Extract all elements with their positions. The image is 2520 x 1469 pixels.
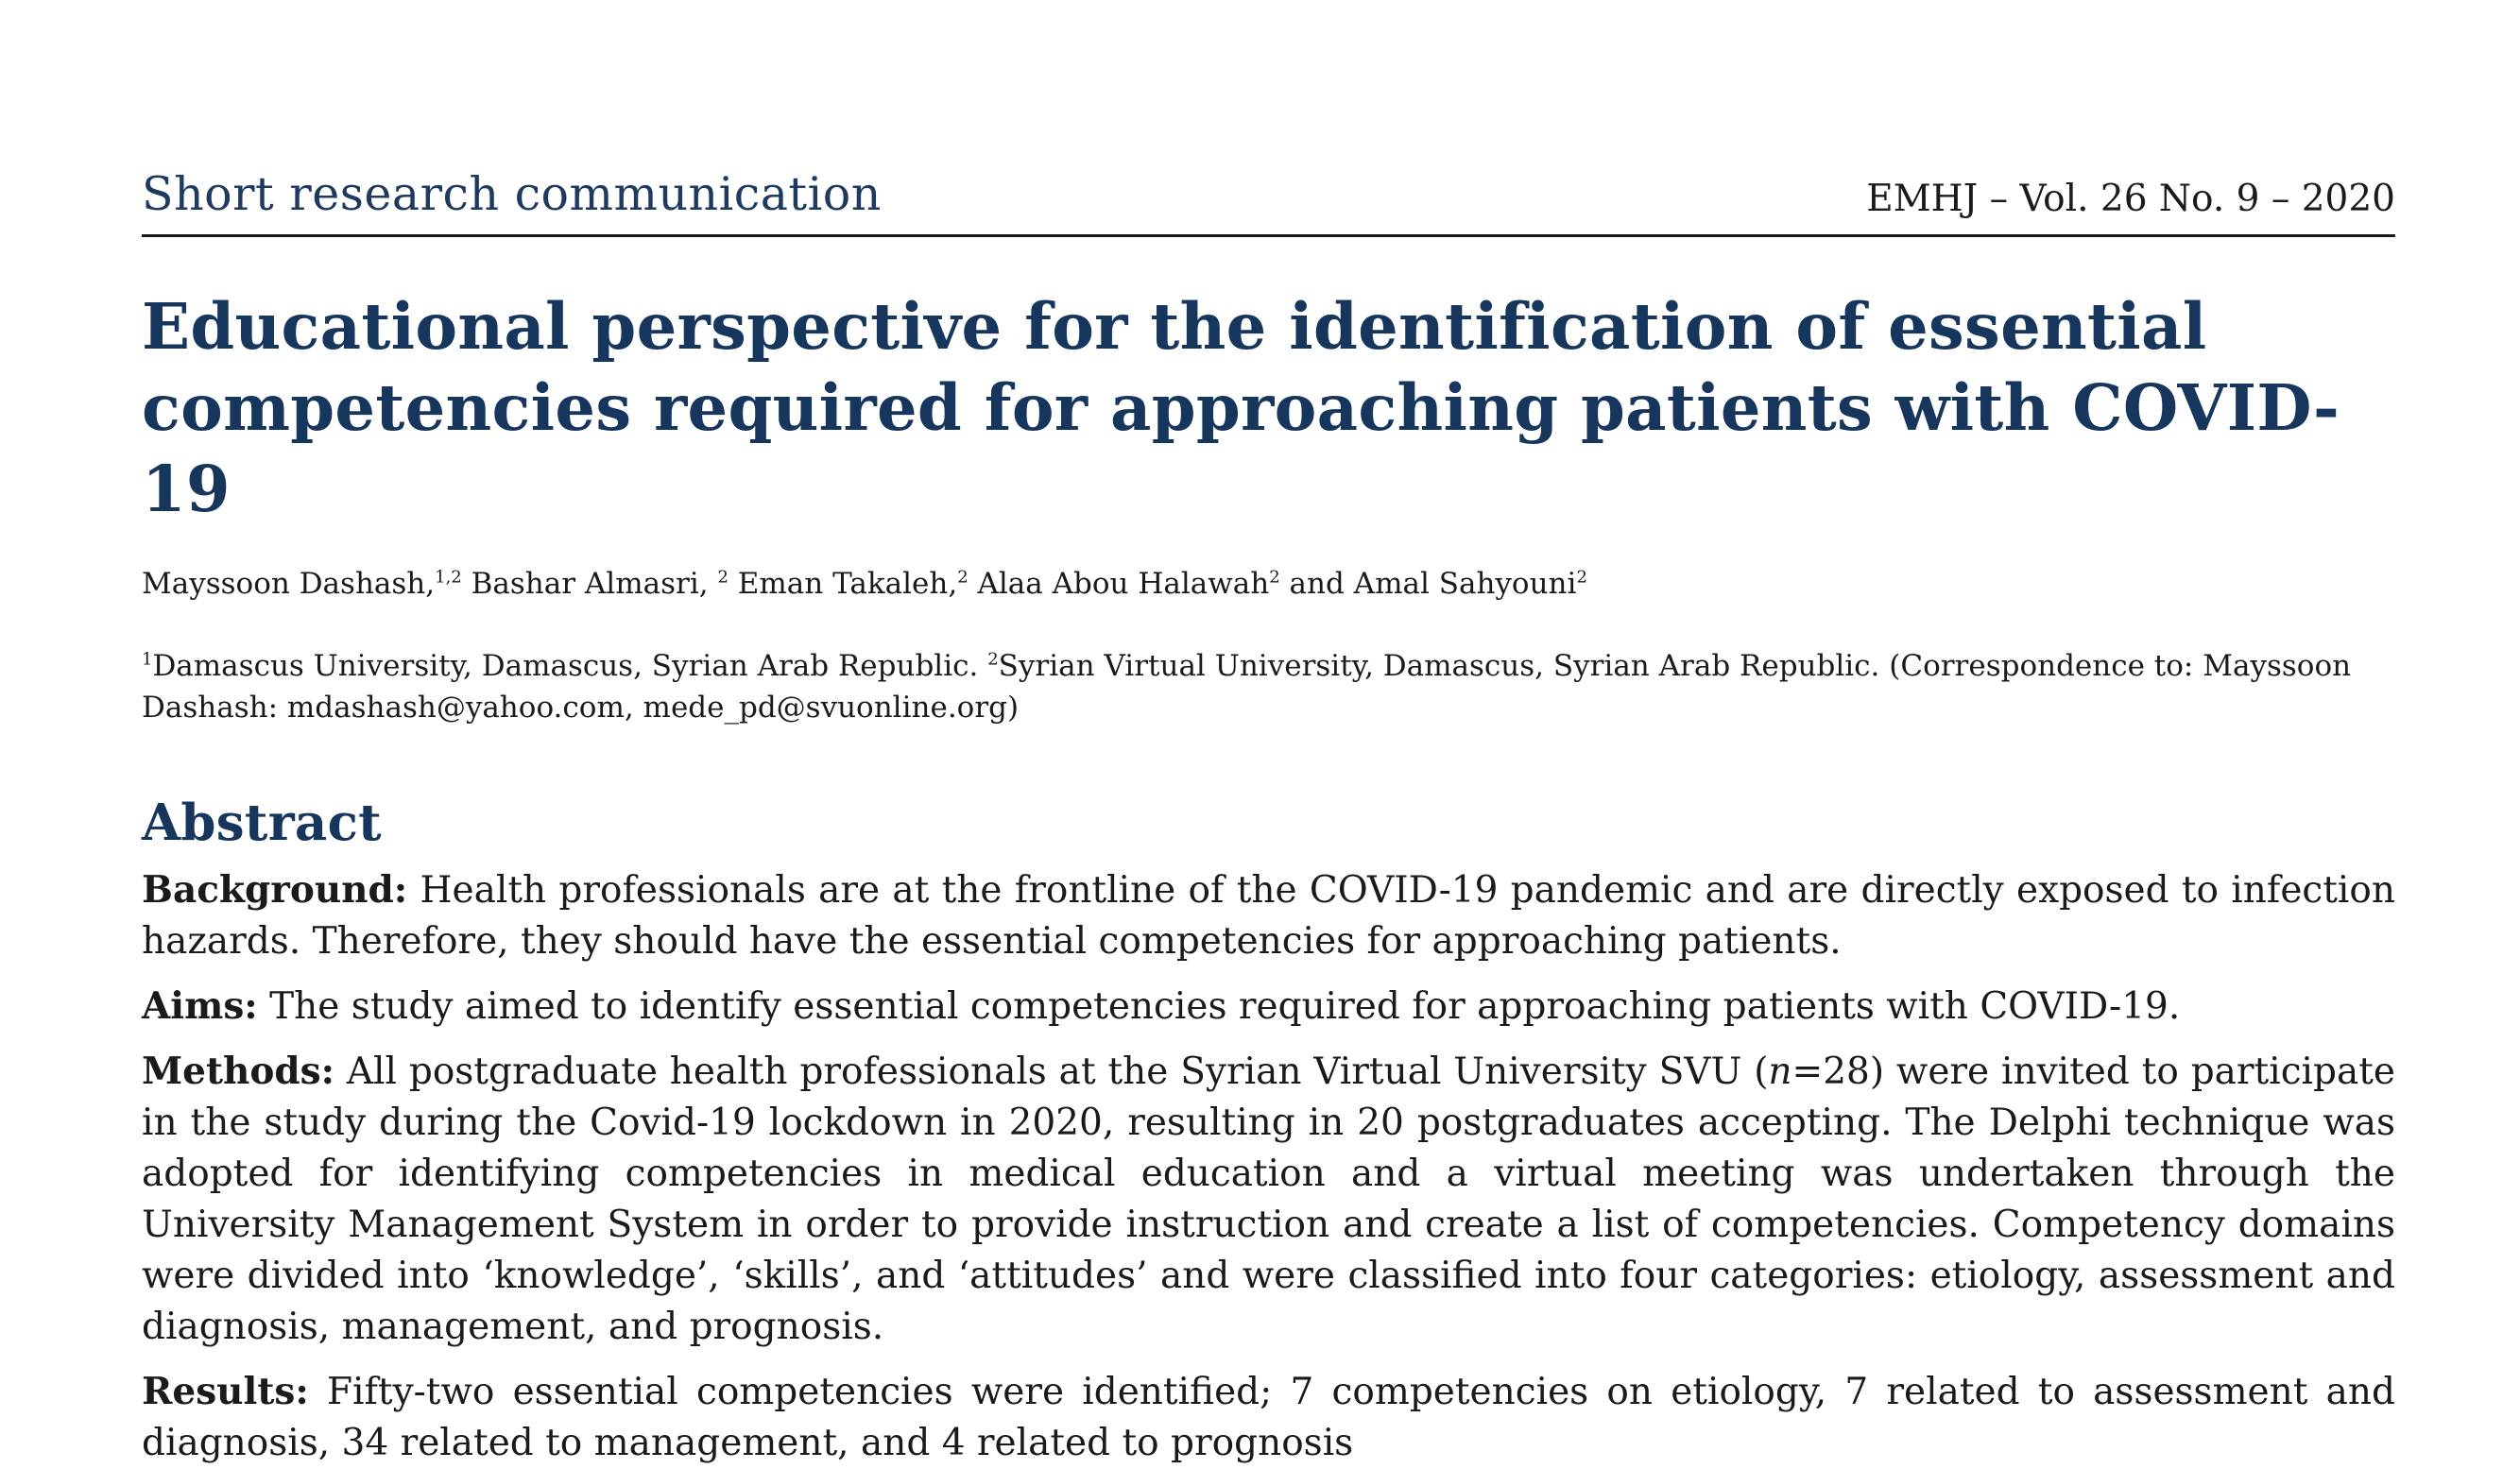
affiliation-marker: 2 (987, 649, 999, 670)
section-type-label: Short research communication (142, 167, 882, 221)
author-affiliation-marker: 1,2 (435, 567, 462, 588)
results-text: Fifty-two essential competencies were identified; 7 competencies on etiology, 7 related to assessment and diagnosis, 34 related to management, and 4 related to prognosis (142, 1371, 2395, 1464)
author-name: Eman Takaleh, (728, 567, 958, 601)
abstract-results (142, 1366, 2395, 1469)
author-affiliation-marker: 2 (1269, 567, 1280, 588)
affiliation-text: Syrian Virtual University, Damascus, Syrian Arab Republic. (Correspondence to: Mayssoon Dashash: mdashash@yahoo.com, mede_pd@svuonline.org) (142, 649, 2352, 725)
article-title: Educational perspective for the identification of essential competencies required for approaching patients with COVID-19 (142, 289, 2340, 526)
methods-text-continued: =28) were invited to participate in the study during the Covid-19 lockdown in 2020, resulting in 20 postgraduates accepting. The Delphi technique was adopted for identifying competencies in medical education and a virtual meeting was undertaken through the University Management System in order to provide instruction and create a list of competencies. Competency domains were divided into ‘knowledge’, ‘skills’, and ‘attitudes’ and were classified into four categories: etiology, assessment and diagnosis, management, and prognosis. (142, 1051, 2395, 1348)
abstract-heading: Abstract (142, 794, 382, 852)
author-affiliation-marker: 2 (1576, 567, 1587, 588)
article-page (142, 142, 2395, 1469)
affiliation-marker: 1 (142, 649, 153, 670)
aims-text: The study aimed to identify essential competencies required for approaching patients with COVID-19. (257, 985, 2181, 1028)
methods-label: Methods: (142, 1050, 334, 1093)
aims-label: Aims: (142, 984, 258, 1028)
background-text: Health professionals are at the frontline of the COVID-19 pandemic and are directly exposed to infection hazards. Therefore, they should have the essential competencies for approaching patients. (142, 869, 2395, 963)
methods-text: All postgraduate health professionals at the Syrian Virtual University SVU ( (334, 1051, 1769, 1093)
author-affiliation-marker: 2 (957, 567, 969, 588)
background-label: Background: (142, 868, 408, 912)
journal-reference: EMHJ – Vol. 26 No. 9 – 2020 (1866, 178, 2395, 220)
affiliation-text: Damascus University, Damascus, Syrian Arab Republic. (152, 649, 988, 683)
running-header (142, 142, 2395, 237)
author-name: Bashar Almasri, (461, 567, 718, 601)
affiliations (142, 645, 2395, 728)
author-name: Mayssoon Dashash, (142, 567, 436, 601)
author-name: and Amal Sahyouni (1279, 567, 1577, 601)
author-name: Alaa Abou Halawah (968, 567, 1270, 601)
abstract-methods (142, 1046, 2395, 1353)
author-affiliation-marker: 2 (717, 567, 729, 588)
author-list (142, 564, 2395, 604)
abstract-aims (142, 981, 2395, 1033)
sample-size-symbol: n (1768, 1051, 1792, 1093)
abstract-background (142, 864, 2395, 967)
results-label: Results: (142, 1370, 309, 1413)
